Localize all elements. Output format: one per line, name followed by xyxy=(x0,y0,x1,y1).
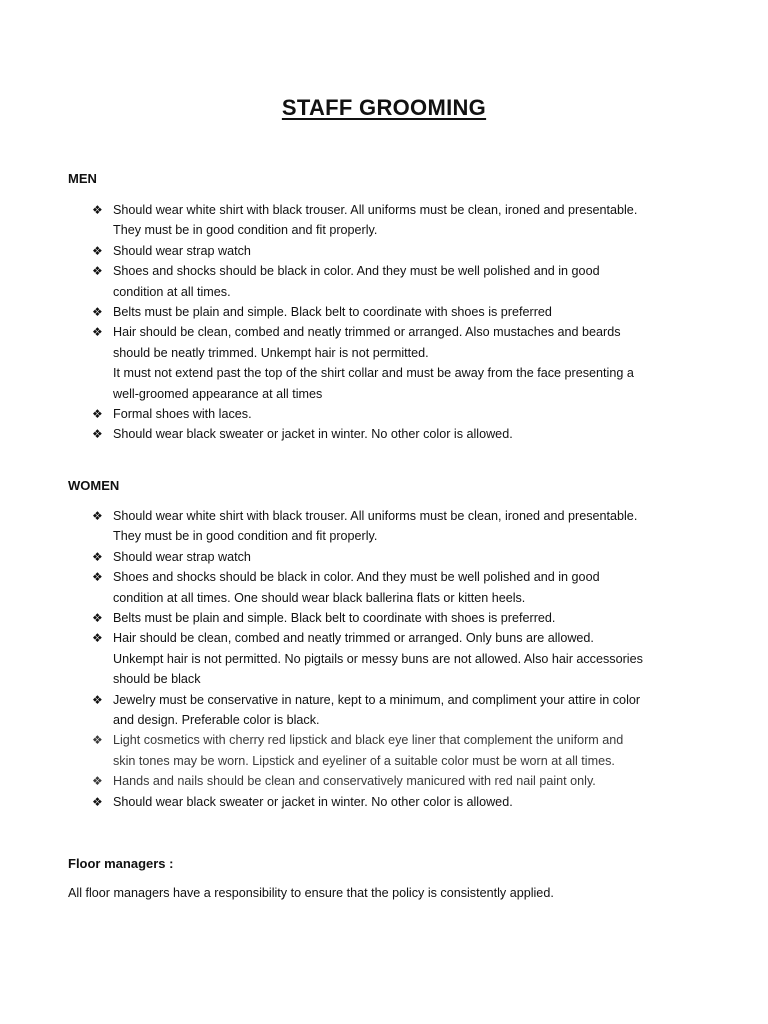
diamond-bullet-icon: ❖ xyxy=(92,611,103,626)
men-item-line: Should wear strap watch xyxy=(113,243,251,258)
women-item-line: Should wear strap watch xyxy=(113,549,251,564)
diamond-bullet-icon: ❖ xyxy=(92,733,103,748)
women-item-line: Light cosmetics with cherry red lipstick and black eye liner that complement the uniform and xyxy=(113,733,624,748)
men-item-line: well-groomed appearance at all times xyxy=(113,386,323,401)
men-item-line: It must not extend past the top of the shirt collar and must be away from the face presenting a xyxy=(113,366,634,381)
women-list-item xyxy=(92,730,712,771)
women-item-line: skin tones may be worn. Lipstick and eyeliner of a suitable color must be worn at all times. xyxy=(113,753,615,768)
men-item-line: Shoes and shocks should be black in color. And they must be well polished and in good xyxy=(113,264,600,279)
diamond-bullet-icon: ❖ xyxy=(92,325,103,340)
women-list-item xyxy=(92,771,712,791)
men-list-item xyxy=(92,302,712,322)
diamond-bullet-icon: ❖ xyxy=(92,407,103,422)
diamond-bullet-icon: ❖ xyxy=(92,264,103,279)
men-item-line: Formal shoes with laces. xyxy=(113,407,252,422)
diamond-bullet-icon: ❖ xyxy=(92,794,103,809)
women-item-line: Hair should be clean, combed and neatly trimmed or arranged. Only buns are allowed. xyxy=(113,631,594,646)
diamond-bullet-icon: ❖ xyxy=(92,243,103,258)
women-item-line: and design. Preferable color is black. xyxy=(113,713,320,728)
men-list-item xyxy=(92,200,712,241)
women-item-line: Jewelry must be conservative in nature, kept to a minimum, and compliment your attire in color xyxy=(113,692,641,707)
women-item-line: Belts must be plain and simple. Black belt to coordinate with shoes is preferred. xyxy=(113,611,556,626)
women-list-item xyxy=(92,608,712,628)
women-item-line: should be black xyxy=(113,672,201,687)
diamond-bullet-icon: ❖ xyxy=(92,549,103,564)
men-item-line: Belts must be plain and simple. Black belt to coordinate with shoes is preferred xyxy=(113,305,552,320)
men-item-line: should be neatly trimmed. Unkempt hair is not permitted. xyxy=(113,345,429,360)
diamond-bullet-icon: ❖ xyxy=(92,774,103,789)
women-list-item xyxy=(92,547,712,567)
women-list xyxy=(92,506,712,812)
men-list-item xyxy=(92,424,712,444)
women-item-line: Hands and nails should be clean and conservatively manicured with red nail paint only. xyxy=(113,774,596,789)
men-item-line: Should wear white shirt with black trouser. All uniforms must be clean, ironed and presentable. xyxy=(113,203,638,217)
women-item-line: Shoes and shocks should be black in color. And they must be well polished and in good xyxy=(113,570,600,585)
page-title: STAFF GROOMING xyxy=(281,95,487,120)
diamond-bullet-icon: ❖ xyxy=(92,305,103,320)
men-list-item xyxy=(92,322,712,404)
diamond-bullet-icon: ❖ xyxy=(92,509,103,523)
men-item-line: condition at all times. xyxy=(113,284,231,299)
women-list-item xyxy=(92,792,712,812)
men-list-item xyxy=(92,404,712,424)
women-list-item xyxy=(92,506,712,547)
women-item-line: condition at all times. One should wear black ballerina flats or kitten heels. xyxy=(113,590,526,605)
diamond-bullet-icon: ❖ xyxy=(92,203,103,217)
men-list xyxy=(92,200,712,445)
diamond-bullet-icon: ❖ xyxy=(92,692,103,707)
women-item-line: They must be in good condition and fit properly. xyxy=(113,529,378,544)
men-heading: MEN xyxy=(68,171,97,186)
women-item-line: Should wear white shirt with black trouser. All uniforms must be clean, ironed and presentable. xyxy=(113,509,638,523)
men-item-line: Should wear black sweater or jacket in winter. No other color is allowed. xyxy=(113,427,513,442)
floor-managers-heading: Floor managers : xyxy=(68,856,174,871)
men-item-line: Hair should be clean, combed and neatly trimmed or arranged. Also mustaches and beards xyxy=(113,325,621,340)
diamond-bullet-icon: ❖ xyxy=(92,427,103,442)
men-list-item xyxy=(92,241,712,261)
diamond-bullet-icon: ❖ xyxy=(92,631,103,646)
women-item-line: Unkempt hair is not permitted. No pigtails or messy buns are not allowed. Also hair accessories xyxy=(113,651,643,666)
floor-managers-text: All floor managers have a responsibility to ensure that the policy is consistently applied. xyxy=(68,886,554,900)
women-list-item xyxy=(92,690,712,731)
diamond-bullet-icon: ❖ xyxy=(92,570,103,585)
women-list-item xyxy=(92,628,712,689)
women-item-line: Should wear black sweater or jacket in winter. No other color is allowed. xyxy=(113,794,513,809)
men-item-line: They must be in good condition and fit properly. xyxy=(113,223,378,238)
men-list-item xyxy=(92,261,712,302)
women-heading: WOMEN xyxy=(68,478,120,493)
women-list-item xyxy=(92,567,712,608)
